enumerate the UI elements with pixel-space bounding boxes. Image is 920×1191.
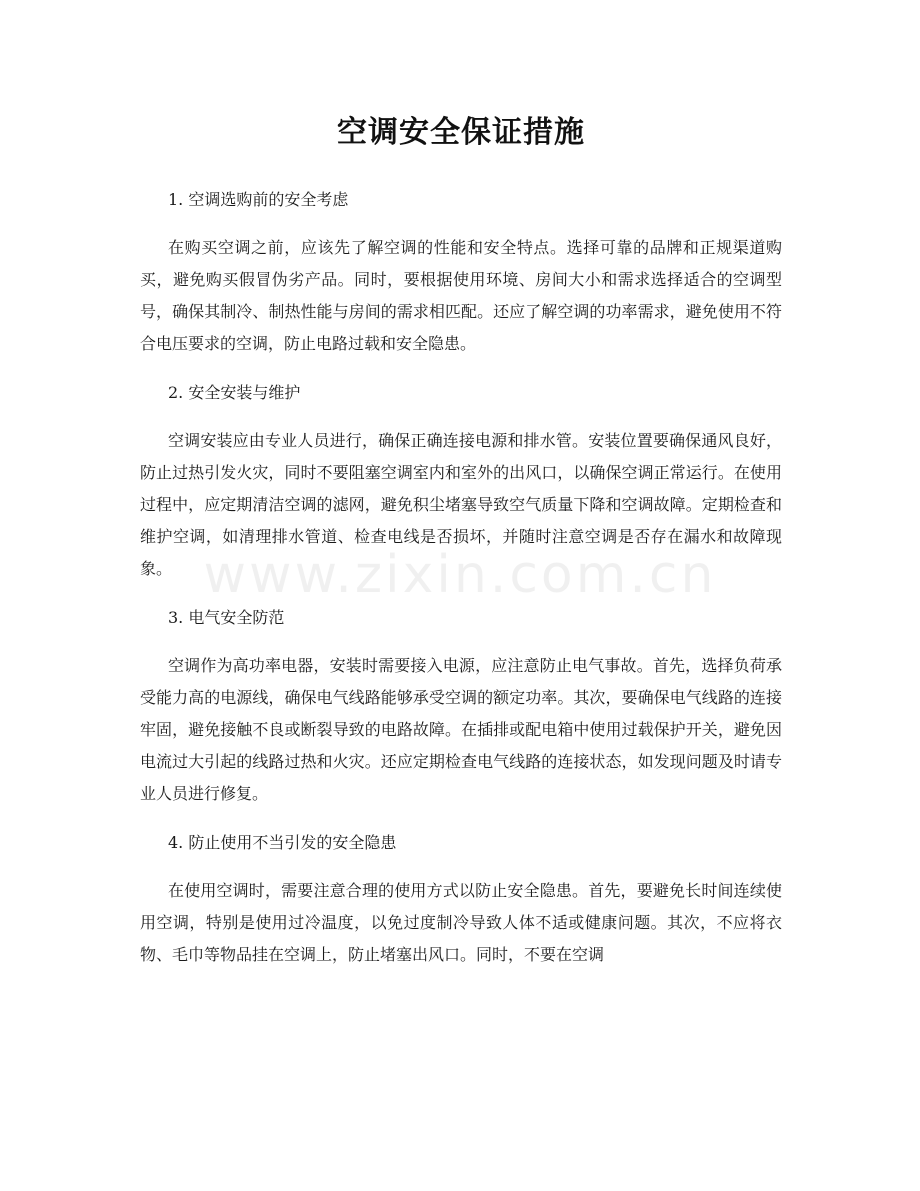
section-heading-1: 1. 空调选购前的安全考虑 [168, 190, 349, 209]
section-heading-3: 3. 电气安全防范 [168, 608, 285, 627]
section-body-4: 在使用空调时，需要注意合理的使用方式以防止安全隐患。首先，要避免长时间连续使用空调，特别是使用过冷温度，以免过度制冷导致人体不适或健康问题。其次，不应将衣物、毛巾等物品挂在空调上，防止堵塞出风口。同时，不要在空调 [140, 881, 782, 964]
document-title: 空调安全保证措施 [337, 115, 585, 150]
section-body-2: 空调安装应由专业人员进行，确保正确连接电源和排水管。安装位置要确保通风良好，防止过热引发火灾，同时不要阻塞空调室内和室外的出风口，以确保空调正常运行。在使用过程中，应定期清洁空调的滤网，避免积尘堵塞导致空气质量下降和空调故障。定期检查和维护空调，如清理排水管道、检查电线是否损坏，并随时注意空调是否存在漏水和故障现象。 [140, 431, 782, 578]
section-heading-2: 2. 安全安装与维护 [168, 383, 301, 402]
section-body-1: 在购买空调之前，应该先了解空调的性能和安全特点。选择可靠的品牌和正规渠道购买，避免购买假冒伪劣产品。同时，要根据使用环境、房间大小和需求选择适合的空调型号，确保其制冷、制热性能与房间的需求相匹配。还应了解空调的功率需求，避免使用不符合电压要求的空调，防止电路过载和安全隐患。 [140, 238, 782, 353]
section-body-3: 空调作为高功率电器，安装时需要接入电源，应注意防止电气事故。首先，选择负荷承受能力高的电源线，确保电气线路能够承受空调的额定功率。其次，要确保电气线路的连接牢固，避免接触不良或断裂导致的电路故障。在插排或配电箱中使用过载保护开关，避免因电流过大引起的线路过热和火灾。还应定期检查电气线路的连接状态，如发现问题及时请专业人员进行修复。 [140, 656, 782, 803]
watermark-text: www.zixin.com.cn [203, 545, 717, 605]
section-heading-4: 4. 防止使用不当引发的安全隐患 [168, 833, 397, 852]
